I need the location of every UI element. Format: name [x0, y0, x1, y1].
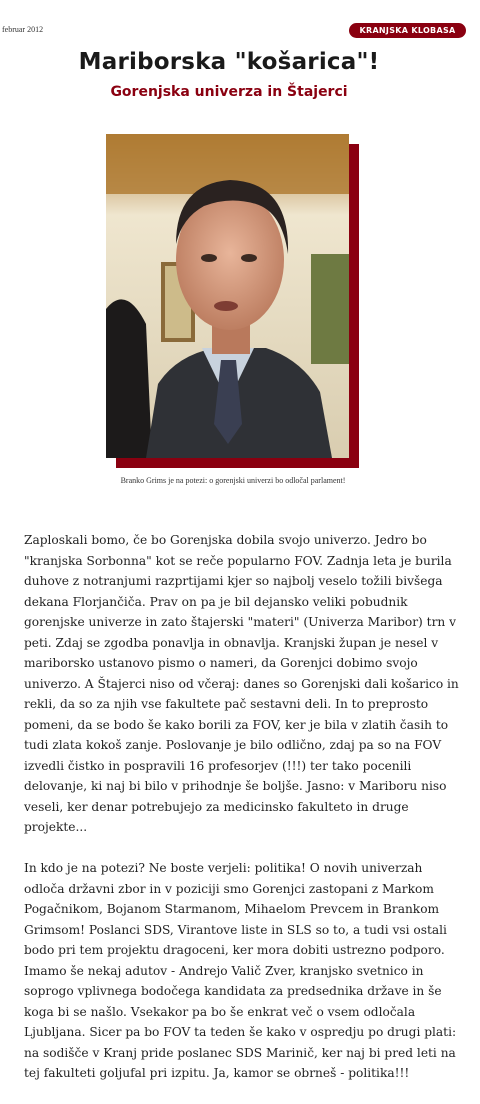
category-badge[interactable]: KRANJSKA KLOBASA	[349, 23, 466, 38]
portrait-illustration	[106, 134, 349, 458]
publication-date: februar 2012	[2, 25, 44, 34]
article-photo	[106, 134, 349, 458]
photo-caption: Branko Grims je na potezi: o gorenjski univerzi bo odločal parlament!	[120, 476, 346, 485]
article-subtitle: Gorenjska univerza in Štajerci	[110, 84, 348, 100]
article-body	[24, 530, 462, 1104]
article-paragraph: In kdo je na potezi? Ne boste verjeli: politika! O novih univerzah odloča državni zbor in v poziciji smo Gorenjci zastopani z Markom Pogačnikom, Bojanom Starmanom, Mihaelom Prevcem in Brankom Grimsom! Poslanci SDS, Virantove liste in SLS so to, a tudi vsi ostali bodo pri tem projektu dragoceni, ker mora dobiti ustrezno podporo. Imamo še nekaj adutov - Andrejo Valič Zver, kranjsko svetnico in soprogo vplivnega bodočega kandidata za predsednika države in še koga bi se našlo. Vsekakor pa bo še enkrat več o vsem odločala Ljubljana. Sicer pa bo FOV ta teden še kako v ospredju po drugi plati: na sodišče v Kranj pride poslanec SDS Marinič, ker naj bi pred leti na tej fakulteti goljufal pri izpitu. Ja, kamor se obrneš - politika!!!	[24, 861, 457, 1080]
article-paragraph: Zaploskali bomo, če bo Gorenjska dobila svojo univerzo. Jedro bo "kranjska Sorbonna" kot se reče popularno FOV. Zadnja leta je burila duhove z notranjumi razprtijami kjer so najbolj veselo tožili bivšega dekana Florjančiča. Prav on pa je bil dejansko veliki pobudnik gorenjske univerze in zato štajerski "materi" (Univerza Maribor) trn v peti. Zdaj se zgodba ponavlja in obnavlja. Kranjski župan je nesel v mariborsko ustanovo pismo o nameri, da Gorenjci dobimo svojo univerzo. A Štajerci niso od včeraj: danes so Gorenjski dali košarico in rekli, da so za njih vse fakultete pač sestavni deli. In to preprosto pomeni, da se bodo še kako borili za FOV, ker je bila v zlatih časih to tudi zlata kokoš zanje. Poslovanje je bilo odlično, zdaj pa so na FOV izvedli čistko in pospravili 16 profesorjev (!!!) ter tako pocenili delovanje, ki naj bi bilo v prihodnje še boljše. Jasno: v Mariboru niso veseli, ker denar potrebujejo za medicinsko fakulteto in druge projekte...	[24, 533, 459, 834]
article-title: Mariborska "košarica"!	[78, 49, 380, 75]
